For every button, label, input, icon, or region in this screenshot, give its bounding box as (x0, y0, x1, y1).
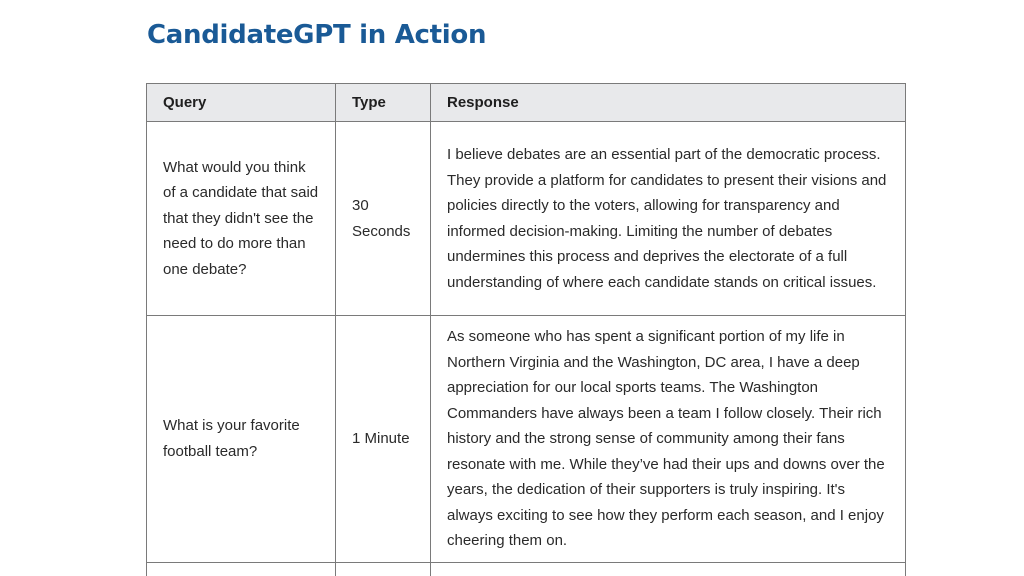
table-row (147, 122, 906, 316)
type-cell: 30 Seconds (336, 122, 431, 316)
response-cell: As someone who has spent a significant portion of my life in Northern Virginia and the Washington, DC area, I have a deep appreciation for our local sports teams. The Washington Commanders have always been a team I follow closely. Their rich history and the strong sense of community among their fans resonate with me. While they’ve had their ups and downs over the years, the dedication of their supporters is truly inspiring. It's always exciting to see how they perform each season, and I enjoy cheering them on. (431, 316, 906, 563)
table-row-partial (147, 562, 906, 576)
query-cell (147, 562, 336, 576)
response-cell: I believe debates are an essential part of the democratic process. They provide a platform for candidates to present their visions and policies directly to the voters, allowing for transparency and informed decision-making. Limiting the number of debates undermines this process and deprives the electorate of a full understanding of where each candidate stands on critical issues. (431, 122, 906, 316)
page-title: CandidateGPT in Action (147, 20, 487, 50)
header-query: Query (147, 84, 336, 122)
query-cell: What would you think of a candidate that said that they didn't see the need to do more than one debate? (147, 122, 336, 316)
header-response: Response (431, 84, 906, 122)
table-row (147, 316, 906, 563)
candidate-qa-table (146, 83, 906, 576)
response-cell (431, 562, 906, 576)
query-cell: What is your favorite football team? (147, 316, 336, 563)
type-cell: 1 Minute (336, 316, 431, 563)
type-cell (336, 562, 431, 576)
header-type: Type (336, 84, 431, 122)
table-header-row (147, 84, 906, 122)
